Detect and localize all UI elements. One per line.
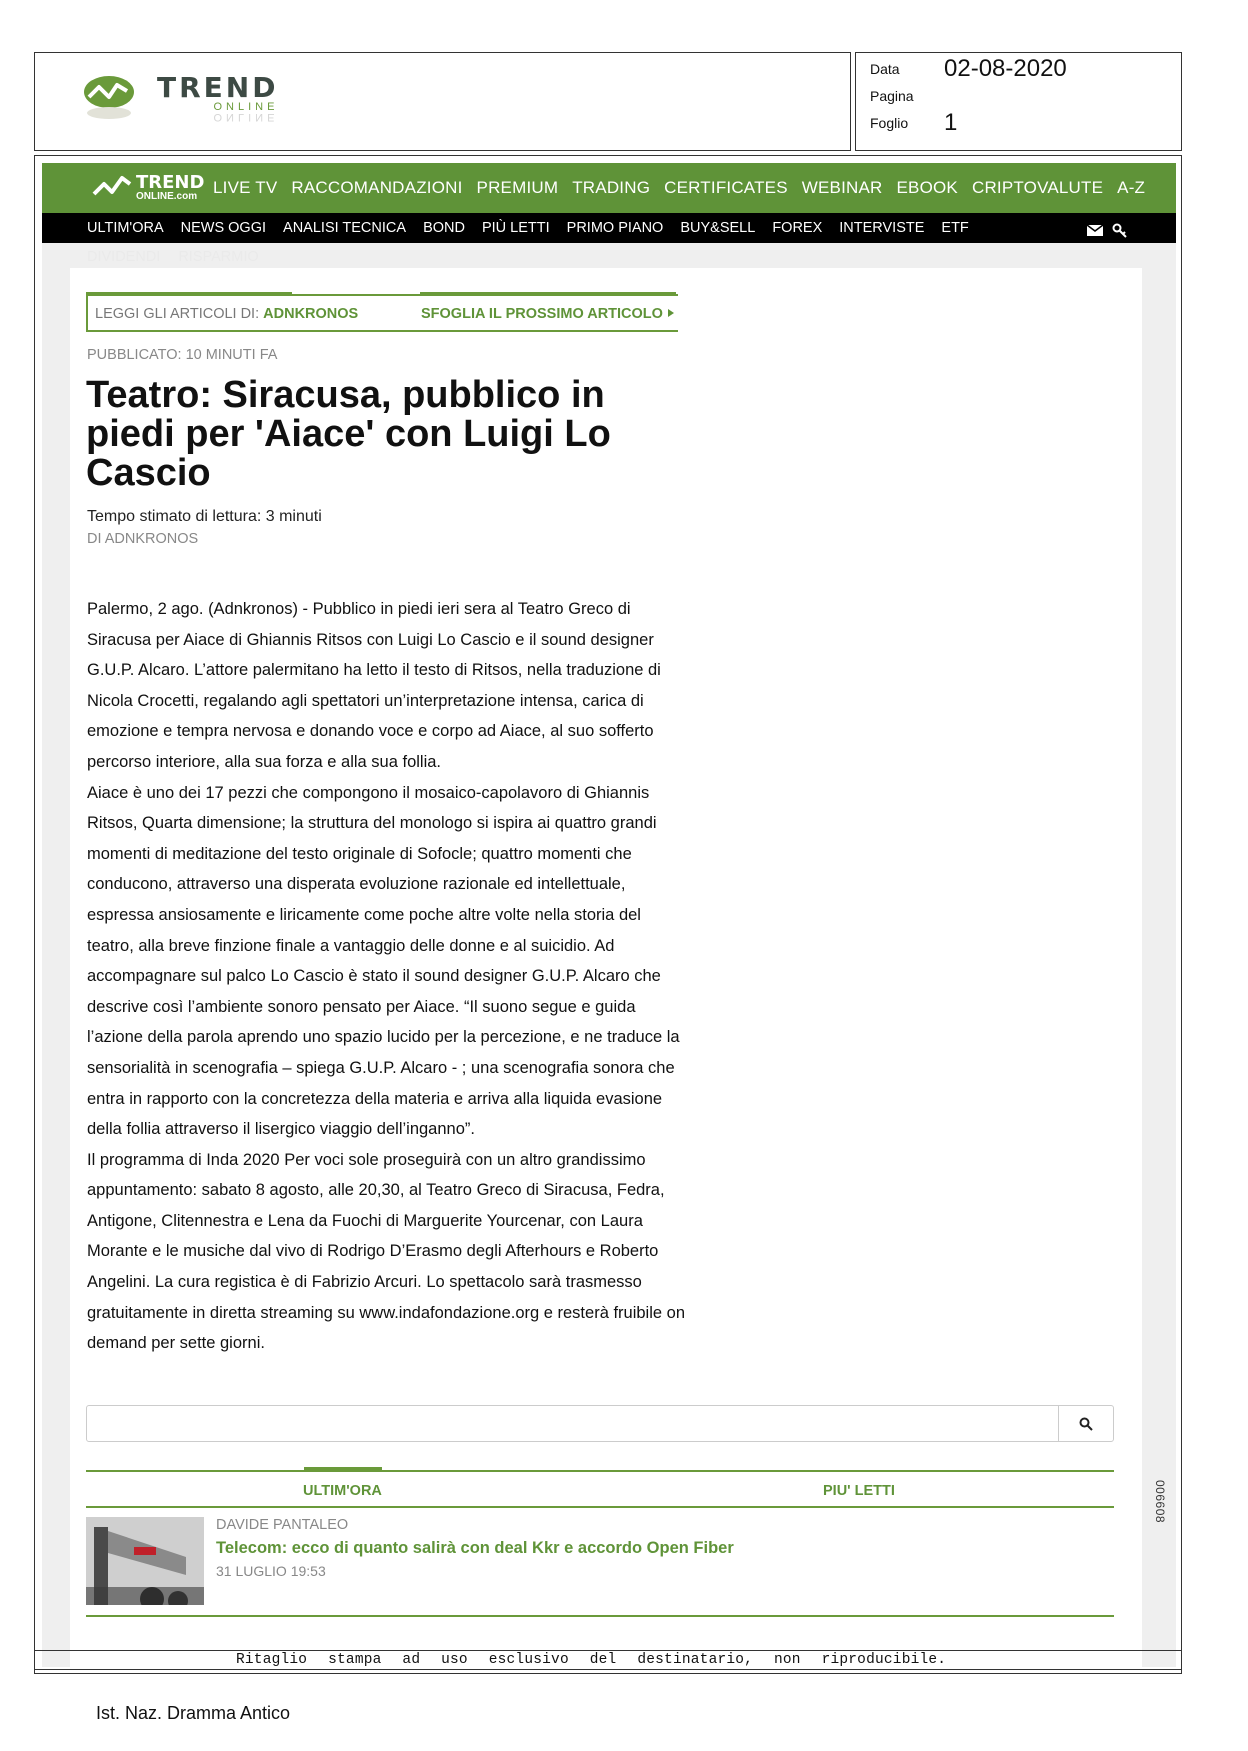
article-title: Teatro: Siracusa, pubblico in piedi per 'Aiace' con Luigi Lo Cascio bbox=[86, 374, 611, 494]
news-title[interactable]: Telecom: ecco di quanto salirà con deal Kkr e accordo Open Fiber bbox=[216, 1539, 734, 1557]
article-paragraph: Palermo, 2 ago. (Adnkronos) - Pubblico in piedi ieri sera al Teatro Greco di Siracusa per Aiace di Ghiannis Ritsos con Luigi Lo Cascio e il sound designer G.U.P. Alcaro. L’attore palermitano ha letto il testo di Ritsos, nella traduzione di Nicola Crocetti, regalando agli spettatori un’interpretazione intensa, carica di emozione e tempra nervosa e donando voce e corpo ad Aiace, al suo sofferto percorso interiore, alla sua forza e alla sua follia. bbox=[87, 600, 661, 771]
subnav-item-risparmio[interactable]: RISPARMIO bbox=[178, 249, 259, 265]
subnav-item-news-oggi[interactable]: NEWS OGGI bbox=[180, 220, 267, 236]
next-article-label: SFOGLIA IL PROSSIMO ARTICOLO bbox=[421, 306, 663, 322]
article-nav-bar bbox=[86, 294, 678, 332]
subnav-item-dividendi[interactable]: DIVIDENDI bbox=[87, 249, 161, 265]
article-bar-indicator-next bbox=[420, 292, 676, 296]
subnav-item-primo-piano[interactable]: PRIMO PIANO bbox=[566, 220, 664, 236]
data-label: Data bbox=[870, 61, 900, 77]
search-button[interactable] bbox=[1058, 1406, 1113, 1441]
nav-item-webinar[interactable]: WEBINAR bbox=[801, 178, 883, 197]
nav-item-raccomandazioni[interactable]: RACCOMANDAZIONI bbox=[291, 178, 463, 197]
article-bar-indicator bbox=[86, 292, 292, 296]
key-icon[interactable] bbox=[1112, 223, 1128, 239]
leggi-articoli[interactable] bbox=[95, 306, 358, 322]
news-thumbnail bbox=[86, 1517, 204, 1605]
list-item[interactable] bbox=[86, 1517, 1114, 1605]
main-nav-items bbox=[213, 178, 1159, 198]
disclaimer: Ritaglio stampa ad uso esclusivo del destinatario, non riproducibile. bbox=[236, 1652, 947, 1668]
search-icon bbox=[1079, 1417, 1093, 1431]
subnav-item-forex[interactable]: FOREX bbox=[772, 220, 823, 236]
subnav-item-ultimora[interactable]: ULTIM'ORA bbox=[87, 220, 164, 236]
subnav-item-buy-sell[interactable]: BUY&SELL bbox=[680, 220, 756, 236]
search-input[interactable] bbox=[87, 1406, 1057, 1441]
tab-ultimora[interactable]: ULTIM'ORA bbox=[303, 1483, 382, 1499]
foglio-label: Foglio bbox=[870, 115, 909, 131]
leggi-label: LEGGI GLI ARTICOLI DI: bbox=[95, 306, 260, 322]
nav-item-premium[interactable]: PREMIUM bbox=[476, 178, 559, 197]
nav-item-trading[interactable]: TRADING bbox=[572, 178, 651, 197]
nav-item-certificates[interactable]: CERTIFICATES bbox=[664, 178, 788, 197]
subnav-item-etf[interactable]: ETF bbox=[941, 220, 969, 236]
site-logo-icon bbox=[92, 172, 132, 202]
active-tab-indicator bbox=[304, 1467, 382, 1471]
nav-item-live-tv[interactable]: LIVE TV bbox=[213, 178, 278, 197]
clipping-header bbox=[34, 52, 851, 151]
article-paragraph: Il programma di Inda 2020 Per voci sole proseguirà con un altro grandissimo appuntamento: sabato 8 agosto, alle 20,30, al Teatro Greco di Siracusa, Fedra, Antigone, Clitennestra e Lena da Fuochi di Marguerite Yourcenar, con Laura Morante e le musiche dal vivo di Rodrigo D’Erasmo degli Afterhours e Roberto Angelini. La cura registica è di Fabrizio Arcuri. Lo spettacolo sarà trasmesso gratuitamente in diretta streaming su www.indafondazione.org e resterà fruibile on demand per sette giorni. bbox=[87, 1150, 685, 1353]
footer-publisher: Ist. Naz. Dramma Antico bbox=[96, 1703, 291, 1723]
subnav-item-interviste[interactable]: INTERVISTE bbox=[839, 220, 925, 236]
news-thumbnail-image bbox=[86, 1517, 204, 1605]
logo-subtitle: ONLINE bbox=[213, 101, 279, 113]
subnav-item-piu-letti[interactable]: PIÙ LETTI bbox=[481, 220, 550, 236]
nav-item-ebook[interactable]: EBOOK bbox=[896, 178, 958, 197]
mail-icon[interactable] bbox=[1086, 223, 1104, 237]
logo-reflection: ONLINE bbox=[213, 111, 279, 123]
nav-item-a-z[interactable]: A-Z bbox=[1117, 178, 1146, 197]
chevron-right-icon bbox=[667, 308, 675, 318]
trend-online-logo bbox=[83, 71, 279, 123]
pagina-label: Pagina bbox=[870, 88, 914, 104]
article-paragraph: Aiace è uno dei 17 pezzi che compongono il mosaico-capolavoro di Ghiannis Ritsos, Quarta dimensione; la struttura del monologo si ispira ai quattro grandi momenti di meditazione del testo originale di Sofocle; quattro momenti che conducono, attraverso una disperata evoluzione razionale ed intellettuale, espressa ansiosamente e liricamente come poche altre volte nella storia del teatro, alla breve finzione finale a vantaggio delle donne e al suicidio. Ad accompagnare sul palco Lo Cascio è stato il sound designer G.U.P. Alcaro che descrive così l’ambiente sonoro pensato per Aiace. “Il suono segue e guida l’azione della parola aprendo uno spazio lucido per la percezione, e ne traduce la sensorialità in scenografia – spiega G.U.P. Alcaro - ; una scenografia sonora che entra in rapporto con la concretezza della materia e arriva alla liquida evasione della follia attraverso il lisergico viaggio dell’inganno”. bbox=[87, 783, 680, 1139]
site-logo-title: TREND bbox=[136, 172, 205, 193]
search-bar bbox=[86, 1405, 1114, 1442]
subnav-icons bbox=[1086, 223, 1128, 239]
published-time: PUBBLICATO: 10 MINUTI FA bbox=[87, 347, 278, 363]
news-tabs bbox=[86, 1470, 1114, 1508]
side-code: 006608 bbox=[1153, 1480, 1167, 1524]
article-body bbox=[87, 594, 687, 1359]
tab-piu-letti[interactable]: PIU' LETTI bbox=[823, 1483, 895, 1499]
news-divider bbox=[86, 1615, 1114, 1617]
news-author: DAVIDE PANTALEO bbox=[216, 1517, 349, 1533]
leggi-author[interactable]: ADNKRONOS bbox=[263, 306, 359, 322]
news-date: 31 LUGLIO 19:53 bbox=[216, 1563, 326, 1579]
nav-item-criptovalute[interactable]: CRIPTOVALUTE bbox=[971, 178, 1104, 197]
sub-nav-items bbox=[87, 220, 986, 236]
sub-navbar bbox=[42, 213, 1176, 243]
next-article-link[interactable] bbox=[421, 306, 675, 322]
read-time: Tempo stimato di lettura: 3 minuti bbox=[87, 508, 322, 525]
clipping-meta bbox=[855, 52, 1182, 151]
article-author: DI ADNKRONOS bbox=[87, 531, 199, 547]
foglio-value: 1 bbox=[944, 109, 958, 136]
site-logo[interactable] bbox=[92, 172, 204, 204]
data-value: 02-08-2020 bbox=[944, 55, 1067, 82]
subnav-item-bond[interactable]: BOND bbox=[423, 220, 465, 236]
trend-logo-mark-icon bbox=[83, 75, 135, 121]
logo-title: TREND bbox=[157, 71, 279, 104]
subnav-overflow bbox=[87, 249, 277, 265]
main-navbar bbox=[42, 163, 1176, 213]
article-bar-separator bbox=[86, 296, 88, 330]
site-logo-sub: ONLINE.com bbox=[136, 191, 198, 202]
subnav-item-analisi-tecnica[interactable]: ANALISI TECNICA bbox=[283, 220, 407, 236]
